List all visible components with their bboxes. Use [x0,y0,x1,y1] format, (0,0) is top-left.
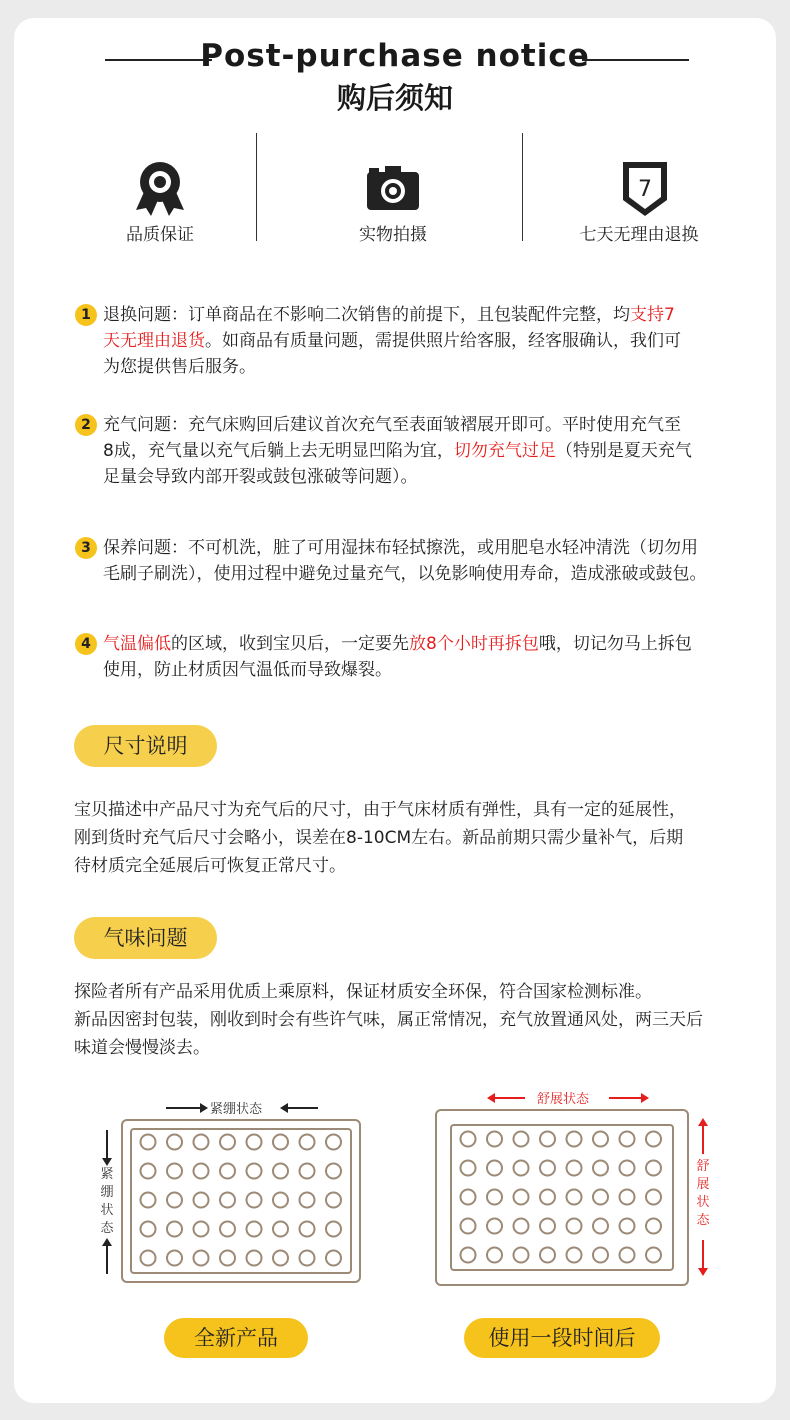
air-cell-dot [300,1193,315,1208]
air-cell-dot [514,1132,529,1147]
notice-text: 足量会导致内部开裂或鼓包涨破等问题）。 [103,467,418,487]
air-cell-dot [194,1251,209,1266]
air-cell-dot [646,1132,661,1147]
air-cell-dot [194,1222,209,1237]
right-top-label: 舒展状态 [537,1092,590,1107]
air-cell-dot [220,1193,235,1208]
side-label-char: 态 [696,1213,710,1228]
air-cell-dot [141,1164,156,1179]
air-cell-dot [141,1193,156,1208]
notice-text: 哦，切记勿马上拆包 [538,634,692,654]
air-cell-dot [220,1135,235,1150]
size-line: 宝贝描述中产品尺寸为充气后的尺寸，由于气床材质有弹性，具有一定的延展性， [74,800,686,820]
air-cell-dot [300,1251,315,1266]
notice-text: 退换问题：订单商品在不影响二次销售的前提下，且包装配件完整，均 [103,305,630,325]
size-line: 待材质完全延展后可恢复正常尺寸。 [74,856,346,876]
left-dot-grid [121,1119,361,1283]
feature-label-seven-day-return: 七天无理由退换 [579,225,699,245]
air-cell-dot [514,1190,529,1205]
air-cell-dot [247,1193,262,1208]
air-cell-dot [593,1132,608,1147]
air-cell-dot [461,1161,476,1176]
air-cell-dot [567,1132,582,1147]
air-cell-dot [194,1193,209,1208]
highlight-text: 支持7 [630,305,675,325]
title-english: Post-purchase notice [200,38,590,74]
notice-line [75,354,765,380]
air-cell-dot [461,1132,476,1147]
air-cell-dot [487,1161,502,1176]
highlight-text: 天无理由退货 [103,331,205,351]
air-cell-dot [220,1164,235,1179]
side-label-char: 绷 [100,1185,114,1200]
air-cell-dot [620,1248,635,1263]
air-cell-dot [300,1164,315,1179]
air-cell-dot [540,1190,555,1205]
air-cell-dot [247,1135,262,1150]
air-cell-dot [540,1161,555,1176]
notice-line [75,412,765,438]
air-cell-dot [487,1248,502,1263]
side-label-char: 展 [696,1177,710,1192]
right-top-arrows [485,1088,655,1108]
notice-number-badge: 1 [75,304,97,326]
title-chinese: 购后须知 [336,81,453,115]
air-cell-dot [646,1161,661,1176]
feature-label-real-photo: 实物拍摄 [359,225,427,245]
air-cell-dot [487,1219,502,1234]
size-section-body [74,796,764,880]
left-side-label [100,1166,114,1238]
notice-text: 保养问题：不可机洗，脏了可用湿抹布轻拭擦洗，或用肥皂水轻冲清洗（切勿用 [103,538,698,558]
notice-text: 。如商品有质量问题，需提供照片给客服，经客服确认，我们可 [205,331,681,351]
air-cell-dot [646,1190,661,1205]
side-label-char: 状 [100,1203,114,1218]
air-cell-dot [194,1135,209,1150]
notice-return [75,302,765,380]
notice-text: 的区域，收到宝贝后，一定要先 [171,634,409,654]
smell-line: 新品因密封包装，刚收到时会有些许气味，属正常情况，充气放置通风处，两三天后 [74,1010,703,1030]
right-caption-after-use: 使用一段时间后 [464,1318,660,1358]
side-label-char: 紧 [100,1167,114,1182]
air-cell-dot [514,1248,529,1263]
feature-divider-1 [256,133,257,241]
notice-text: 使用，防止材质因气温低而导致爆裂。 [103,660,392,680]
smell-line: 探险者所有产品采用优质上乘原料，保证材质安全环保，符合国家检测标准。 [74,982,652,1002]
air-cell-dot [646,1219,661,1234]
air-cell-dot [247,1222,262,1237]
air-cell-dot [567,1190,582,1205]
air-cell-dot [540,1248,555,1263]
notice-line [75,535,765,561]
camera-icon [363,158,423,218]
feature-label-quality: 品质保证 [126,225,194,245]
air-cell-dot [300,1135,315,1150]
air-cell-dot [540,1219,555,1234]
air-cell-dot [593,1190,608,1205]
notice-text: 8成，充气量以充气后躺上去无明显凹陷为宜， [103,441,454,461]
air-cell-dot [514,1219,529,1234]
notice-line [75,438,765,464]
air-cell-dot [167,1164,182,1179]
air-cell-dot [300,1222,315,1237]
air-cell-dot [593,1219,608,1234]
right-dot-grid [435,1109,689,1286]
notice-text: 毛刷子刷洗），使用过程中避免过量充气，以免影响使用寿命，造成涨破或鼓包。 [103,564,707,584]
notice-number-badge: 2 [75,414,97,436]
air-cell-dot [461,1219,476,1234]
side-label-char: 舒 [696,1159,710,1174]
smell-line: 味道会慢慢淡去。 [74,1038,210,1058]
size-section-title: 尺寸说明 [74,725,217,767]
air-cell-dot [646,1248,661,1263]
left-top-label: 紧绷状态 [210,1102,263,1117]
air-cell-dot [141,1251,156,1266]
air-cell-dot [167,1135,182,1150]
air-cell-dot [487,1190,502,1205]
air-cell-dot [167,1193,182,1208]
notice-number-badge: 4 [75,633,97,655]
shield-seven-text: 7 [638,177,652,202]
air-cell-dot [461,1190,476,1205]
notice-inflation [75,412,765,490]
air-cell-dot [326,1135,341,1150]
notice-text: （特别是夏天充气 [555,441,692,461]
air-cell-dot [620,1190,635,1205]
smell-section-title: 气味问题 [74,917,217,959]
highlight-text: 切勿充气过足 [453,441,556,461]
side-label-char: 态 [100,1221,114,1236]
air-cell-dot [220,1222,235,1237]
feature-divider-2 [522,133,523,241]
air-cell-dot [567,1161,582,1176]
air-cell-dot [326,1251,341,1266]
notice-line [75,561,765,587]
size-line: 刚到货时充气后尺寸会略小，误差在8-10CM左右。新品前期只需少量补气，后期 [74,828,684,848]
air-cell-dot [273,1251,288,1266]
air-cell-dot [167,1251,182,1266]
air-cell-dot [141,1135,156,1150]
air-cell-dot [273,1164,288,1179]
notice-line [75,657,765,683]
shield-seven-icon [615,158,675,218]
air-cell-dot [273,1222,288,1237]
award-badge-icon [130,158,190,218]
air-cell-dot [194,1164,209,1179]
air-cell-dot [593,1161,608,1176]
air-cell-dot [461,1248,476,1263]
notice-line [75,328,765,354]
highlight-text: 气温偏低 [103,634,171,654]
air-cell-dot [540,1132,555,1147]
right-side-label [696,1158,710,1230]
air-cell-dot [247,1251,262,1266]
smell-section-body [74,978,769,1062]
notice-text: 为您提供售后服务。 [103,357,256,377]
notice-text: 充气问题：充气床购回后建议首次充气至表面皱褶展开即可。平时使用充气至 [103,415,681,435]
air-cell-dot [326,1222,341,1237]
left-caption-new-product: 全新产品 [164,1318,308,1358]
air-cell-dot [514,1161,529,1176]
air-cell-dot [247,1164,262,1179]
air-cell-dot [567,1219,582,1234]
notice-line [75,302,765,328]
air-cell-dot [620,1161,635,1176]
air-cell-dot [273,1193,288,1208]
notice-line [75,464,765,490]
air-cell-dot [487,1132,502,1147]
air-cell-dot [620,1132,635,1147]
air-cell-dot [220,1251,235,1266]
notice-low-temperature [75,631,765,683]
notice-line [75,631,765,657]
air-cell-dot [326,1193,341,1208]
notice-maintenance [75,535,765,587]
air-cell-dot [167,1222,182,1237]
air-cell-dot [620,1219,635,1234]
air-cell-dot [273,1135,288,1150]
highlight-text: 放8个小时再拆包 [409,634,539,654]
air-cell-dot [141,1222,156,1237]
air-cell-dot [567,1248,582,1263]
notice-number-badge: 3 [75,537,97,559]
air-cell-dot [593,1248,608,1263]
air-cell-dot [326,1164,341,1179]
side-label-char: 状 [696,1195,710,1210]
left-top-arrows [160,1098,330,1118]
